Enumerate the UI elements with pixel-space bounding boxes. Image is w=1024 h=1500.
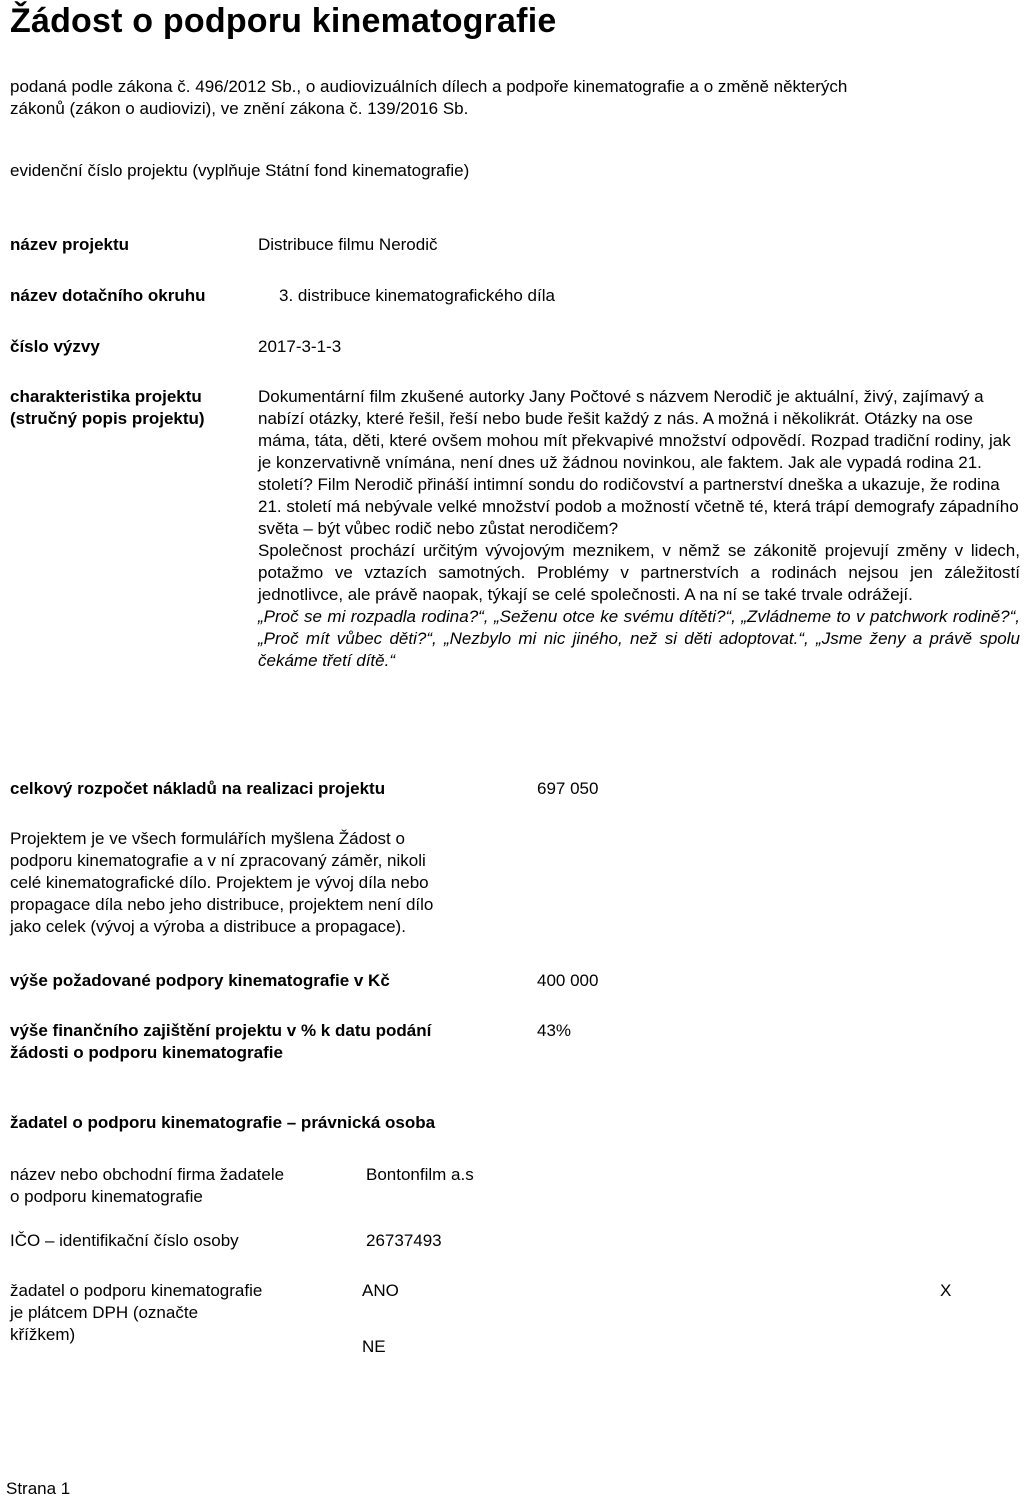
page-title: Žádost o podporu kinematografie [10,2,557,40]
project-name-value: Distribuce filmu Nerodič [258,235,438,254]
project-name-label: název projektu [10,235,130,254]
call-number-value: 2017-3-1-3 [258,337,342,356]
vat-payer-label-line: je plátcem DPH (označte [10,1303,199,1322]
note-line: Projektem je ve všech formulářích myšlena Žádost o [10,829,405,848]
support-label: výše požadované podpory kinematografie v Kč [10,971,390,990]
financing-label [10,1020,431,1064]
project-description-label [10,386,205,430]
project-description-label-line: (stručný popis projektu) [10,409,205,428]
budget-label: celkový rozpočet nákladů na realizaci projektu [10,779,386,798]
legal-basis-line: zákonů (zákon o audiovizi), ve znění zákona č. 139/2016 Sb. [10,99,469,118]
financing-value: 43% [537,1021,572,1040]
ico-label: IČO – identifikační číslo osoby [10,1231,239,1250]
project-description [258,386,1020,672]
ico-value: 26737493 [366,1231,442,1250]
budget-value: 697 050 [537,779,599,798]
vat-payer-label [10,1280,262,1346]
vat-yes-option: ANO [362,1281,399,1300]
project-definition-note [10,828,433,938]
program-value: 3. distribuce kinematografického díla [279,286,555,305]
vat-yes-mark: X [940,1281,952,1300]
vat-no-option: NE [362,1337,386,1356]
applicant-name-value: Bontonfilm a.s [366,1165,474,1184]
applicant-name-label [10,1164,284,1208]
project-description-paragraph: Společnost prochází určitým vývojovým meznikem, v němž se zákonitě projevují změny v lidech, potažmo ve vztazích samotných. Problémy v partnerstvích a rodinách nejsou jen záležitostí jednotlivce, ale právě naopak, týkají se celé společnosti. A na ní se také trvale odrážejí. [258,541,1020,604]
vat-payer-label-line: křížkem) [10,1325,76,1344]
page-number: Strana 1 [6,1479,71,1498]
project-description-paragraph: Dokumentární film zkušené autorky Jany Počtové s názvem Nerodič je aktuální, živý, zajímavý a nabízí otázky, které řešil, řeší nebo bude řešit každý z nás. A možná i několikrát. Otázky na ose máma, táta, děti, které ovšem mohou mít překvapivé množství odpovědí. Rozpad tradiční rodiny, jak je konzervativně vnímána, není dnes už žádnou novinkou, ale faktem. Jak ale vypadá rodina 21. století? Film Nerodič přináší intimní sondu do rodičovství a partnerství dneška a ukazuje, že rodina 21. století má nebývale velké množství podob a možností včetně té, která trápí demografy západního světa – být vůbec rodič nebo zůstat nerodičem? [258,387,1019,538]
note-line: propagace díla nebo jeho distribuce, projektem není dílo [10,895,434,914]
note-line: celé kinematografické dílo. Projektem je vývoj díla nebo [10,873,429,892]
call-number-label: číslo výzvy [10,337,100,356]
project-description-label-line: charakteristika projektu [10,387,202,406]
evidence-number-note: evidenční číslo projektu (vyplňuje Státní fond kinematografie) [10,161,470,180]
project-description-quotes: „Proč se mi rozpadla rodina?“, „Seženu otce ke svému dítěti?“, „Zvládneme to v patchwork rodině?“, „Proč mít vůbec děti?“, „Nezbylo mi nic jiného, než si děti adoptovat.“, „Jsme ženy a právě spolu čekáme třetí dítě.“ [258,607,1020,670]
legal-basis [10,76,847,120]
note-line: podporu kinematografie a v ní zpracovaný záměr, nikoli [10,851,426,870]
applicant-heading: žadatel o podporu kinematografie – právnická osoba [10,1113,436,1132]
financing-label-line: výše finančního zajištění projektu v % k datu podání [10,1021,432,1040]
applicant-name-label-line: název nebo obchodní firma žadatele [10,1165,285,1184]
program-label: název dotačního okruhu [10,286,206,305]
legal-basis-line: podaná podle zákona č. 496/2012 Sb., o audiovizuálních dílech a podpoře kinematografie a o změně některých [10,77,848,96]
note-line: jako celek (vývoj a výroba a distribuce a propagace). [10,917,406,936]
applicant-name-label-line: o podporu kinematografie [10,1187,203,1206]
vat-payer-label-line: žadatel o podporu kinematografie [10,1281,263,1300]
financing-label-line: žádosti o podporu kinematografie [10,1043,283,1062]
support-value: 400 000 [537,971,599,990]
